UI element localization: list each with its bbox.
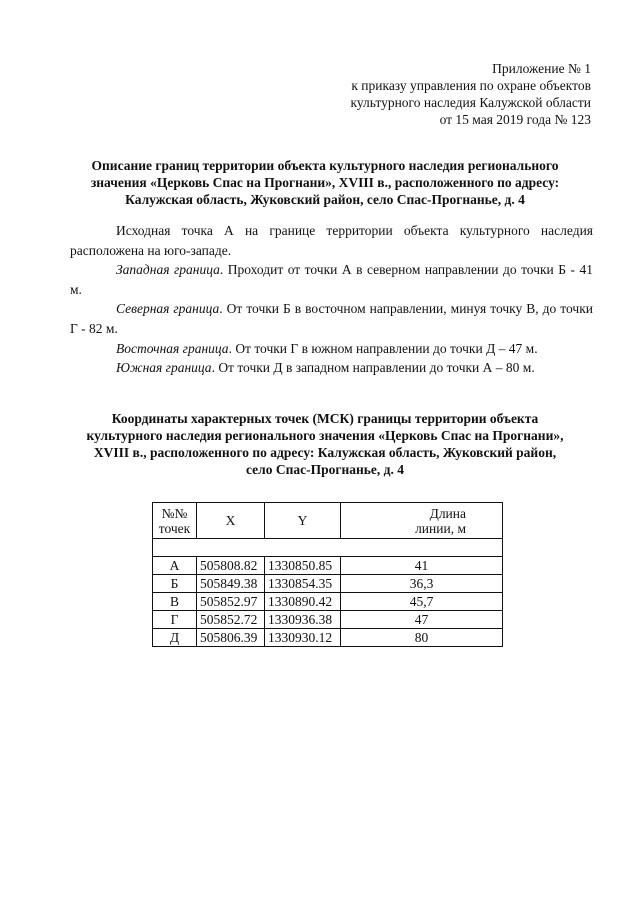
description-title [60, 157, 590, 208]
point-header-line: точек [158, 520, 191, 536]
west-boundary-text: . Проходит от точки А в северном направлении до точки Б - 41 м. [70, 262, 593, 297]
table-header-row [153, 503, 503, 539]
y-cell: 1330854.35 [265, 575, 341, 593]
south-boundary-text: . От точки Д в западном направлении до точки А – 80 м. [211, 360, 535, 376]
length-cell: 80 [341, 629, 503, 647]
north-boundary-label: Северная граница [116, 301, 220, 317]
blank-cell [153, 539, 503, 557]
table-row [153, 557, 503, 575]
table-row [153, 575, 503, 593]
east-boundary-label: Восточная граница [116, 340, 229, 356]
north-boundary-text: . От точки Б в восточном направлении, минуя точку В, до точки Г - 82 м. [70, 301, 593, 336]
appendix-department-line: культурного наследия Калужской области [350, 95, 591, 110]
coordinates-title-line: культурного наследия регионального значения «Церковь Спас на Прогнани», [86, 428, 564, 443]
south-boundary-paragraph [70, 358, 593, 378]
coordinates-table [152, 502, 503, 647]
y-cell: 1330936.38 [265, 611, 341, 629]
point-header-line: №№ [161, 505, 188, 521]
length-cell: 41 [341, 557, 503, 575]
length-header-line: линии, м [415, 520, 466, 536]
point-cell: Б [153, 575, 197, 593]
y-cell: 1330850.85 [265, 557, 341, 575]
y-column-header: Y [265, 503, 341, 539]
point-column-header [153, 503, 197, 539]
x-cell: 505849.38 [197, 575, 265, 593]
length-cell: 36,3 [341, 575, 503, 593]
appendix-number: Приложение № 1 [492, 61, 591, 76]
appendix-order-line: к приказу управления по охране объектов [351, 78, 591, 93]
coordinates-title-line: Координаты характерных точек (МСК) границы территории объекта [111, 411, 539, 426]
west-boundary-paragraph [70, 260, 593, 299]
point-cell: Д [153, 629, 197, 647]
length-cell: 47 [341, 611, 503, 629]
coordinates-title [60, 410, 590, 478]
x-cell: 505852.97 [197, 593, 265, 611]
y-cell: 1330930.12 [265, 629, 341, 647]
blank-row [153, 539, 503, 557]
description-title-line: Описание границ территории объекта культурного наследия регионального [91, 158, 559, 173]
x-cell: 505808.82 [197, 557, 265, 575]
y-cell: 1330890.42 [265, 593, 341, 611]
north-boundary-paragraph [70, 299, 593, 338]
appendix-date-line: от 15 мая 2019 года № 123 [439, 112, 591, 127]
description-title-line: значения «Церковь Спас на Прогнани», XVIII в., расположенного по адресу: [90, 175, 560, 190]
x-cell: 505806.39 [197, 629, 265, 647]
table-row [153, 629, 503, 647]
length-column-header [341, 503, 503, 539]
point-cell: В [153, 593, 197, 611]
length-header-line: Длина [429, 505, 466, 521]
length-cell: 45,7 [341, 593, 503, 611]
description-title-line: Калужская область, Жуковский район, село Спас-Прогнанье, д. 4 [125, 192, 525, 207]
x-column-header: X [197, 503, 265, 539]
table-row [153, 611, 503, 629]
boundary-description [70, 221, 593, 378]
east-boundary-text: . От точки Г в южном направлении до точки Д – 47 м. [228, 340, 538, 356]
coordinates-title-line: XVIII в., расположенного по адресу: Калужская область, Жуковский район, [93, 445, 557, 460]
x-cell: 505852.72 [197, 611, 265, 629]
east-boundary-paragraph [70, 339, 593, 359]
appendix-header [350, 60, 591, 128]
coordinates-title-line: село Спас-Прогнанье, д. 4 [245, 462, 405, 477]
west-boundary-label: Западная граница [116, 262, 220, 278]
south-boundary-label: Южная граница [116, 360, 212, 376]
point-cell: А [153, 557, 197, 575]
table-row [153, 593, 503, 611]
intro-paragraph: Исходная точка А на границе территории объекта культурного наследия расположена на юго-западе. [70, 223, 593, 258]
point-cell: Г [153, 611, 197, 629]
